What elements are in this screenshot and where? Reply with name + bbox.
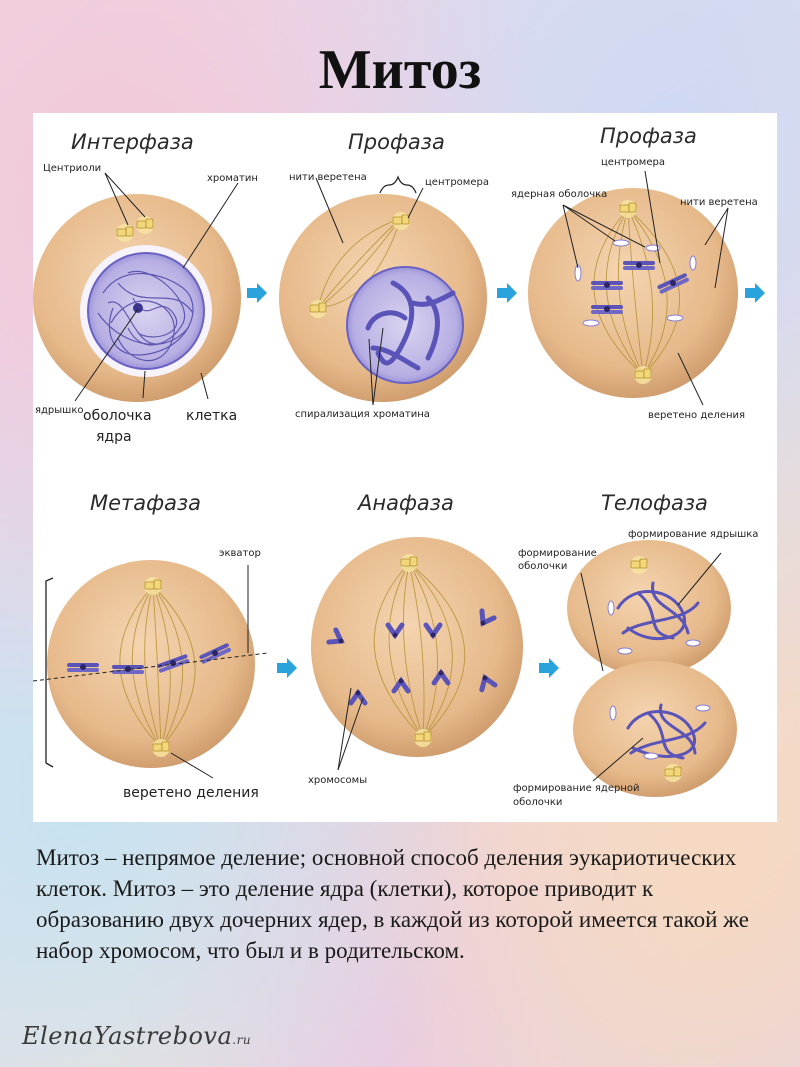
signature-name: ElenaYastrebova xyxy=(22,1022,233,1050)
label-chromatin: хроматин xyxy=(207,173,258,184)
arrow-1 xyxy=(247,283,267,303)
mitosis-diagram xyxy=(33,113,777,822)
label-nuclear-envelope: ядерная оболочка xyxy=(511,189,608,200)
stage-title-prophase-2: Профаза xyxy=(600,124,697,148)
label-spindle-2: веретено деления xyxy=(123,785,259,801)
anaphase-cell xyxy=(311,537,523,757)
label-envelope-line1: оболочка xyxy=(83,408,152,424)
label-spindle-threads: нити веретена xyxy=(289,172,367,183)
label-centromere: центромера xyxy=(425,177,489,188)
label-nucleolus-forming: формирование ядрышка xyxy=(628,529,759,540)
telophase-cell xyxy=(567,540,737,797)
stage-title-interphase: Интерфаза xyxy=(71,130,194,154)
arrow-2 xyxy=(497,283,517,303)
label-envelope-line2: ядра xyxy=(96,429,132,445)
label-centrioles: Центриоли xyxy=(43,163,102,174)
label-equator: экватор xyxy=(219,548,261,559)
label-nuclear-env-forming-line2: оболочки xyxy=(513,797,563,808)
label-spindle-threads-2: нити веретена xyxy=(680,197,758,208)
description-text: Митоз – непрямое деление; основной способ деления эукариотических клеток. Митоз – это деление ядра (клетки), которое приводит к образованию двух дочерних ядер, в каждой из которой имеется такой же набор хромосом, что был и в родительском. xyxy=(36,845,749,963)
label-envelope-forming-line1: формирование xyxy=(518,548,597,559)
arrow-5 xyxy=(539,658,559,678)
page-title: Митоз xyxy=(318,39,482,101)
arrow-3 xyxy=(745,283,765,303)
label-chromosomes: хромосомы xyxy=(308,775,368,786)
label-centromere-2: центромера xyxy=(601,157,665,168)
label-chromatin-spiral: спирализация хроматина xyxy=(295,409,430,420)
stage-title-anaphase: Анафаза xyxy=(358,491,454,515)
label-spindle: веретено деления xyxy=(648,410,746,421)
stage-title-telophase: Телофаза xyxy=(601,491,708,515)
metaphase-cell xyxy=(47,560,255,768)
signature-domain: .ru xyxy=(232,1033,252,1047)
label-cell: клетка xyxy=(186,408,238,424)
stage-title-prophase-1: Профаза xyxy=(348,130,445,154)
arrow-4 xyxy=(277,658,297,678)
signature xyxy=(22,1022,251,1050)
prophase-cell-1 xyxy=(279,194,487,402)
stage-title-metaphase: Метафаза xyxy=(90,491,201,515)
prophase-cell-2 xyxy=(528,188,738,398)
interphase-cell xyxy=(33,194,241,402)
label-envelope-forming-line2: оболочки xyxy=(518,561,568,572)
label-nuclear-env-forming-line1: формирование ядерной xyxy=(513,783,640,794)
label-nucleolus: ядрышко xyxy=(35,405,84,416)
